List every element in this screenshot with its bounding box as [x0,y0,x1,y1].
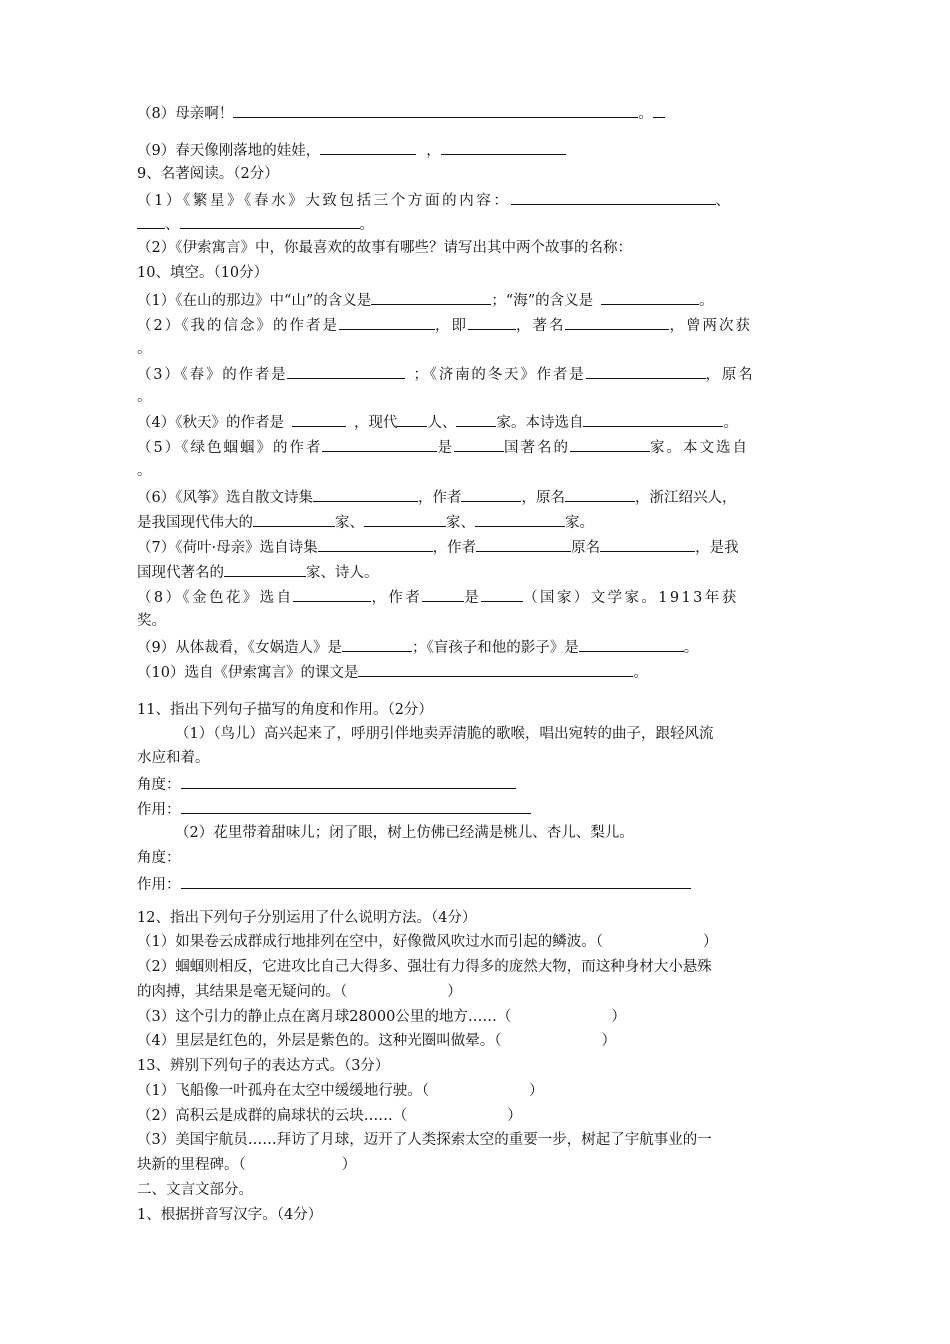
section-10-item-6: （6）《风筝》选自散文诗集 ，作者 ，原名 ，浙江绍兴人， [137,486,736,506]
answer-blank[interactable] [397,411,427,427]
section-11-sentence-1: （1）（鸟儿）高兴起来了，呼朋引伴地卖弄清脆的歌喉，唱出宛转的曲子，跟轻风流 [175,726,714,742]
section-10-heading: 10、填空。（10分） [137,265,269,281]
section-13-heading: 13、辨别下列句子的表达方式。（3分） [137,1058,390,1074]
section-11-sentence-1-cont: 水应和着。 [137,750,210,766]
section-9-item-1: （1）《繁星》《春水》大致包括三个方面的内容： 、 [137,189,733,209]
answer-blank[interactable] [456,411,496,427]
answer-blank[interactable] [287,363,405,379]
section-10-item-7: （7）《荷叶·母亲》选自诗集 ，作者 原名 ，是我 [137,536,739,556]
section-13-item-3-cont: 块新的里程碑。（ ） [137,1157,357,1173]
answer-blank[interactable] [601,289,699,305]
answer-blank[interactable] [468,314,516,330]
answer-blank[interactable] [600,536,695,552]
answer-blank[interactable] [475,511,565,527]
section-10-item-5-end: 。 [137,463,152,479]
answer-blank[interactable] [318,536,433,552]
answer-blank[interactable] [454,436,504,452]
section-11-effect-2: 作用： [137,873,691,893]
answer-blank[interactable] [586,363,706,379]
answer-blank[interactable] [511,189,716,205]
answer-blank[interactable] [476,536,571,552]
part-2-question-1: 1、根据拼音写汉字。（4分） [137,1207,323,1223]
section-10-item-6-cont: 是我国现代伟大的 家、 家、 家。 [137,511,594,531]
section-10-item-2: （2）《我的信念》的作者是 ，即 ，著名 ，曾两次获 [137,314,752,334]
answer-blank[interactable] [364,511,446,527]
section-12-item-2-cont: 的肉搏，其结果是毫无疑问的。（ ） [137,984,462,1000]
section-11-sentence-2: （2）花里带着甜味儿；闭了眼，树上仿佛已经满是桃儿、杏儿、梨儿。 [175,825,634,841]
section-13-item-1: （1）飞船像一叶孤舟在太空中缓缓地行驶。（ ） [137,1083,544,1099]
section-11-heading: 11、指出下列句子描写的角度和作用。（2分） [137,702,433,718]
section-12-item-3: （3）这个引力的静止点在离月球28000公里的地方……（ ） [137,1009,626,1025]
part-2-heading: 二、文言文部分。 [137,1182,253,1198]
section-10-item-2-end: 。 [137,341,152,357]
answer-blank[interactable] [233,102,638,118]
question-9-line: （9）春天像刚落地的娃娃， ， [137,139,566,159]
section-12-heading: 12、指出下列句子分别运用了什么说明方法。（4分） [137,910,477,926]
section-10-item-3-end: 。 [137,389,152,405]
answer-blank[interactable] [565,486,635,502]
section-11-effect-1: 作用： [137,798,531,818]
section-10-item-7-cont: 国现代著名的 家、诗人。 [137,561,379,581]
answer-blank[interactable] [579,636,684,652]
answer-blank[interactable] [322,436,437,452]
section-10-item-5: （5）《绿色蝈蝈》的作者 是 国著名的 家。本文选自 [137,436,749,456]
answer-blank[interactable] [565,314,669,330]
answer-blank[interactable] [481,586,523,602]
section-12-item-1: （1）如果卷云成群成行地排列在空中，好像微风吹过水而引起的鳞波。（ ） [137,934,718,950]
answer-blank[interactable] [320,139,416,155]
answer-blank[interactable] [224,561,306,577]
answer-blank[interactable] [313,486,418,502]
question-8-line: （8）母亲啊！ 。 [137,102,665,122]
section-10-item-8: （8）《金色花》选自 ，作者 是 （国家）文学家。1913年获 [137,586,739,606]
answer-blank[interactable] [292,411,346,427]
section-10-item-10: （10）选自《伊索寓言》的课文是 。 [137,661,648,681]
section-10-item-4: （4）《秋天》的作者是 ，现代 人、 家。本诗选自 。 [137,411,738,431]
answer-blank[interactable] [358,661,633,677]
answer-blank[interactable] [371,289,491,305]
answer-blank[interactable] [181,798,531,814]
answer-blank[interactable] [422,586,464,602]
section-13-item-3: （3）美国宇航员……拜访了月球，迈开了人类探索太空的重要一步，树起了宇航事业的一 [137,1132,712,1148]
section-12-item-4: （4）里层是红色的，外层是紫色的。这种光圈叫做晕。（ ） [137,1033,616,1049]
answer-blank[interactable] [181,773,516,789]
section-11-angle-1: 角度： [137,773,516,793]
answer-blank[interactable] [461,486,521,502]
section-10-item-1: （1）《在山的那边》中“山”的含义是 ；“海”的含义是 。 [137,289,714,309]
answer-blank[interactable] [180,213,360,229]
answer-blank[interactable] [339,314,435,330]
answer-blank[interactable] [137,213,165,229]
section-9-item-2: （2）《伊索寓言》中，你最喜欢的故事有哪些？请写出其中两个故事的名称： [137,240,632,256]
section-12-item-2: （2）蝈蝈则相反，它进攻比自己大得多、强壮有力得多的庞然大物，而这种身材大小悬殊 [137,959,712,975]
section-10-item-3: （3）《春》的作者是 ；《济南的冬天》作者是 ，原名 [137,363,754,383]
answer-blank[interactable] [181,873,691,889]
answer-blank[interactable] [253,511,335,527]
section-10-item-9: （9）从体裁看，《女娲造人》是 ；《盲孩子和他的影子》是 。 [137,636,698,656]
answer-blank[interactable] [570,436,650,452]
section-11-angle-2: 角度： [137,850,181,866]
section-10-item-8-cont: 奖。 [137,613,166,629]
answer-blank[interactable] [342,636,412,652]
section-9-item-1-cont: 、 。 [137,213,374,233]
section-13-item-2: （2）高积云是成群的扁球状的云块……（ ） [137,1108,522,1124]
answer-blank[interactable] [583,411,723,427]
answer-blank[interactable] [441,139,566,155]
section-9-heading: 9、名著阅读。（2分） [137,166,279,182]
answer-blank[interactable] [293,586,371,602]
